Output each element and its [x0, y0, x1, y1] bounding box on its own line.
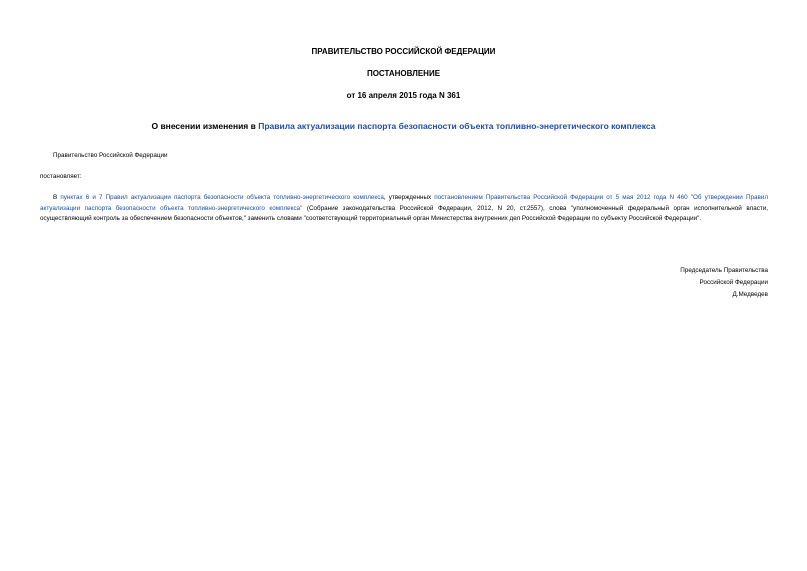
- subject-prefix: О внесении изменения в: [151, 121, 259, 131]
- points-link[interactable]: пунктах 6 и 7: [60, 194, 103, 201]
- government-heading: ПРАВИТЕЛЬСТВО РОССИЙСКОЙ ФЕДЕРАЦИИ: [311, 47, 496, 56]
- signature-block: [680, 265, 768, 301]
- date-number-heading: от 16 апреля 2015 года N 361: [346, 91, 461, 100]
- decree-460-link[interactable]: постановлением Правительства Российской Федерации от 5 мая 2012 года N 460 "Об утверждении Правил актуализации паспорта безопасности объекта топливно-энергетического комплекса": [40, 194, 769, 212]
- main-paragraph: [40, 193, 768, 225]
- subject-rules-link[interactable]: Правила актуализации паспорта безопасности объекта топливно-энергетического комплекса: [258, 121, 656, 131]
- government-line: Правительство Российской Федерации: [53, 152, 168, 159]
- para-mid: , утвержденных: [383, 194, 435, 201]
- signature-title: Председатель Правительства: [680, 267, 768, 274]
- subject-title: [0, 121, 807, 131]
- rules-link[interactable]: Правил актуализации паспорта безопасности объекта топливно-энергетического комплекса: [105, 194, 384, 201]
- para-intro: В: [53, 194, 61, 201]
- signature-name: Д.Медведев: [732, 291, 768, 298]
- decree-word: постановляет:: [40, 173, 82, 180]
- doc-type-heading: ПОСТАНОВЛЕНИЕ: [366, 69, 441, 78]
- signature-org: Российской Федерации: [699, 279, 768, 286]
- para-rest: (Собрание законодательства Российской Федерации, 2012, N 20, ст.2557), слова "уполномоченный федеральный орган исполнительной власти, осуществляющий контроль за обеспечением безопасности объектов," заменить словами "соответствующий территориальный орган Министерства внутренних дел Российской Федерации по субъекту Российской Федерации".: [40, 204, 769, 222]
